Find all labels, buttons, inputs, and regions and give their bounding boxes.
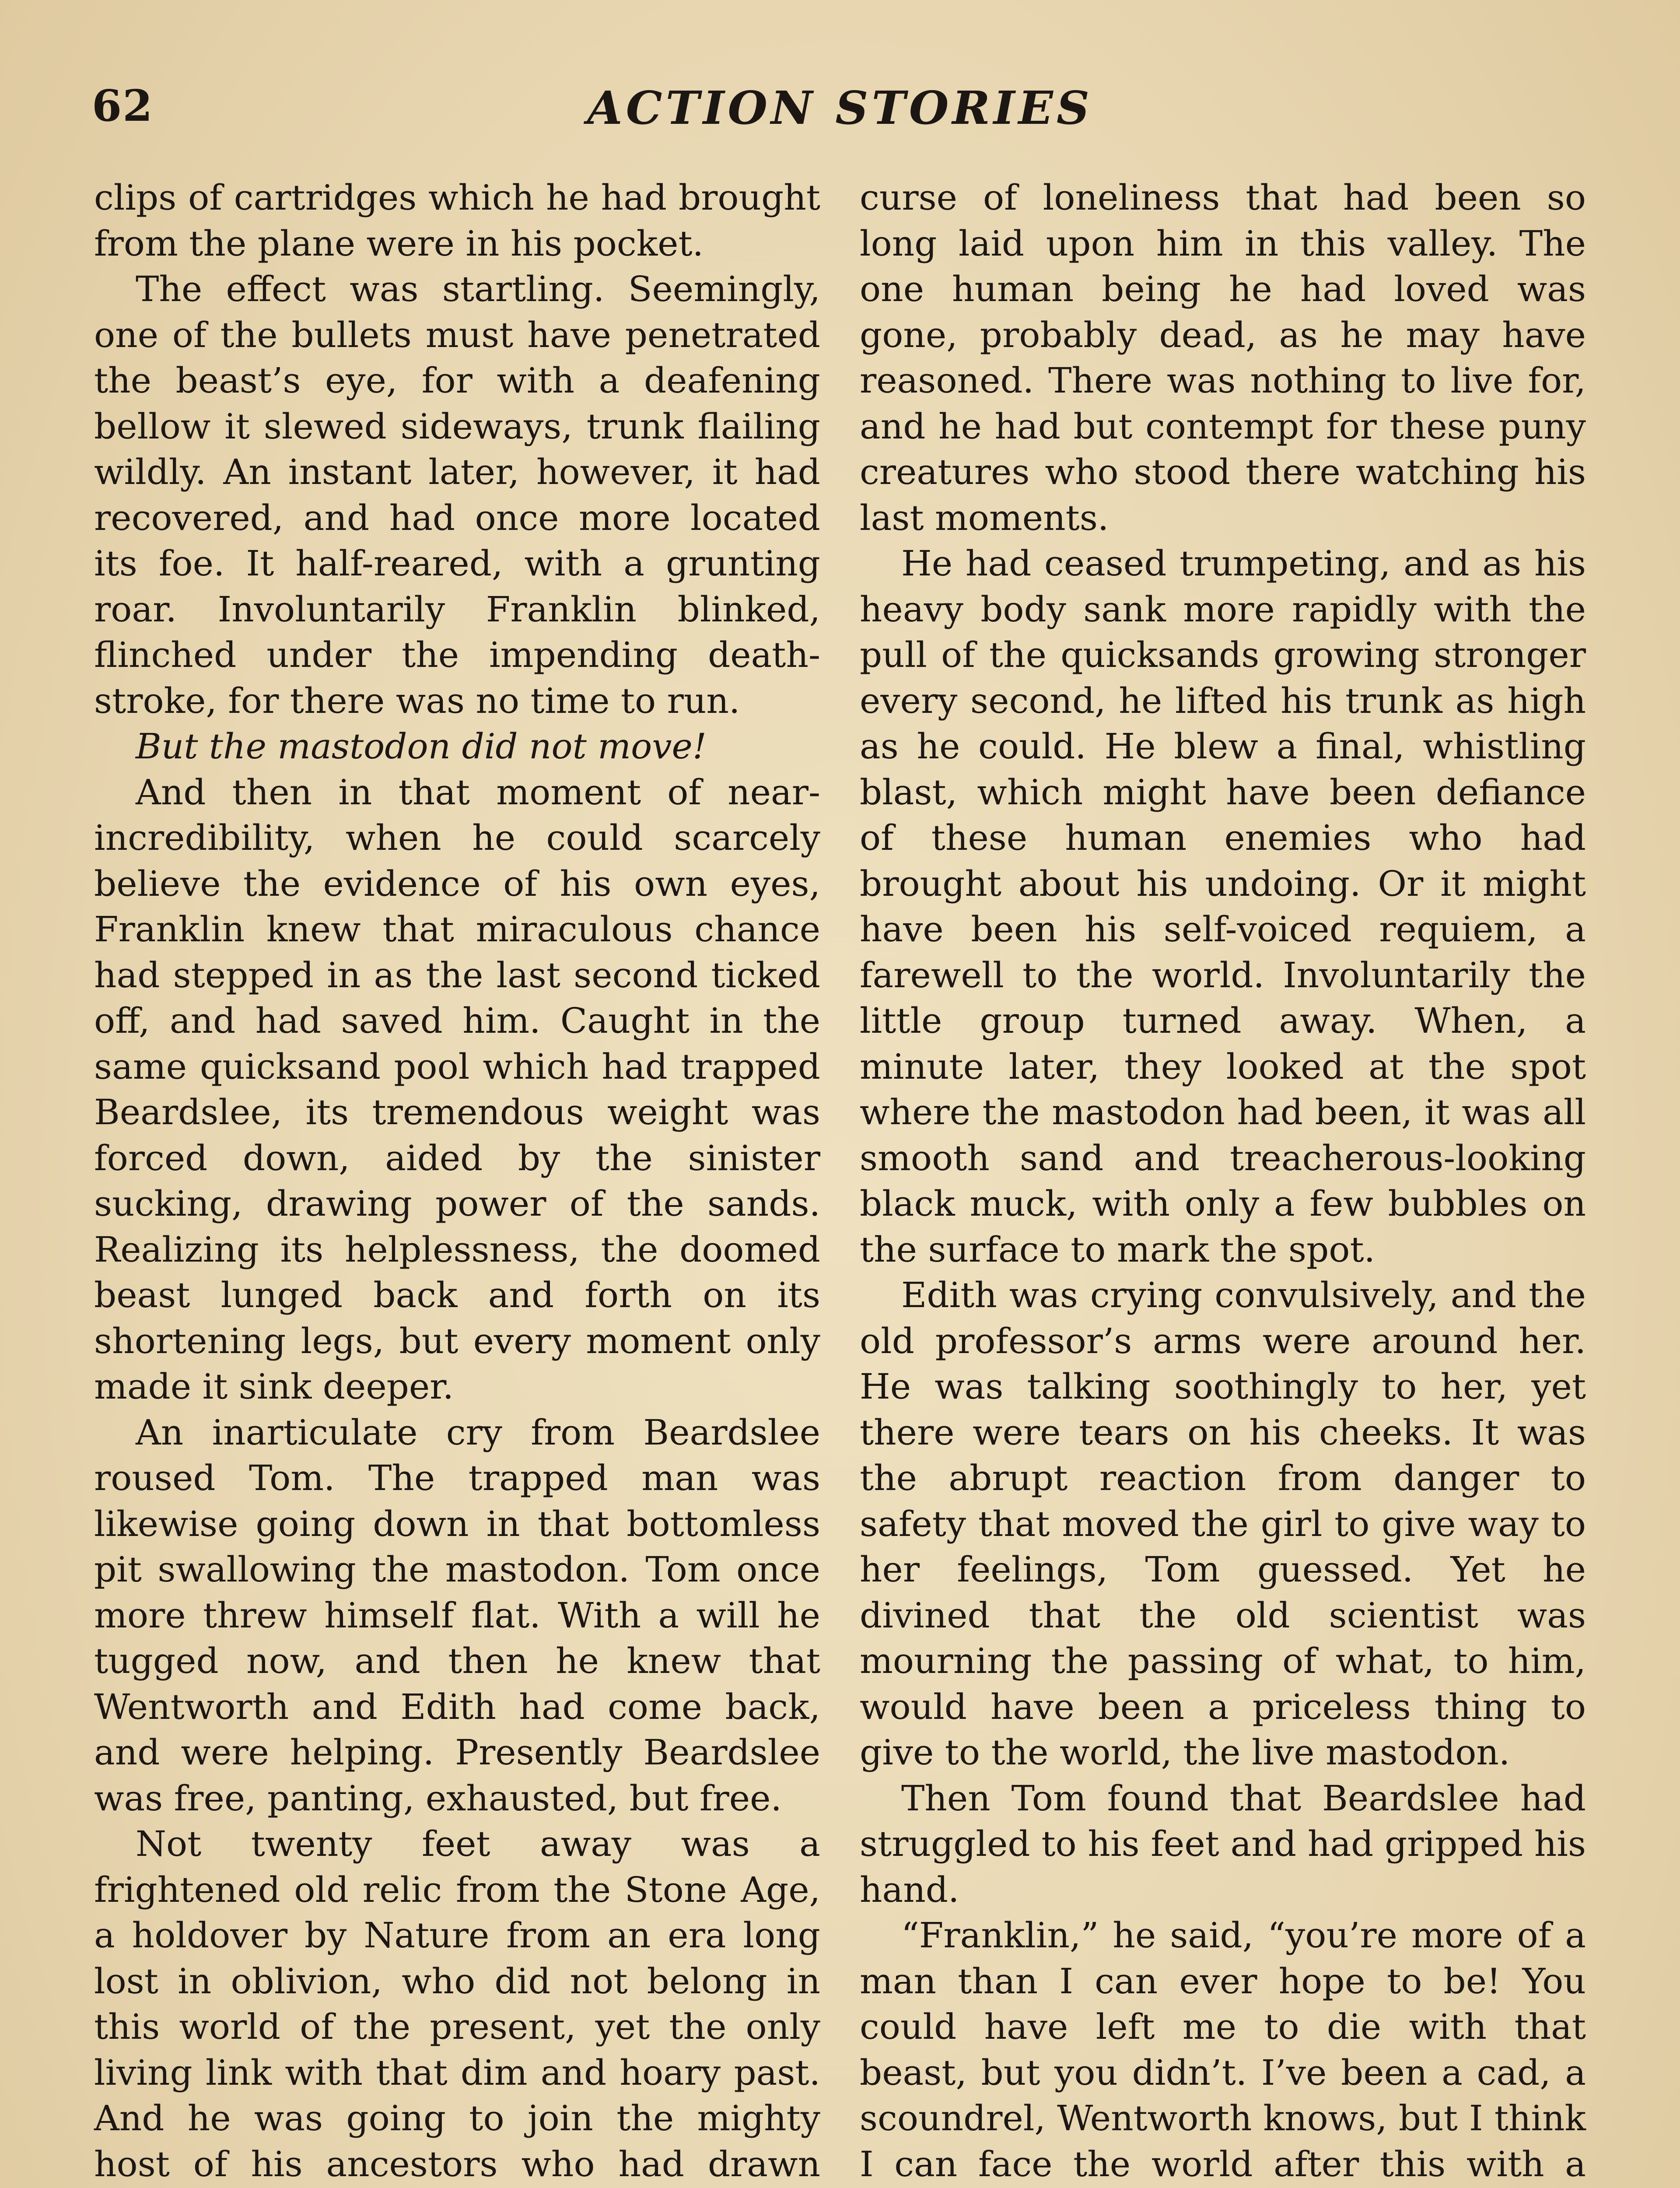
- paragraph: And then in that moment of near-incredibility, when he could scarcely believe the evidence of his own eyes, Franklin knew that miraculous chance had stepped in as the last second ticked off, and had saved him. Caught in the same quicksand pool which had trapped Beardslee, its tremendous weight was forced down, aided by the sinister sucking, drawing power of the sands. Realizing its helplessness, the doomed beast lunged back and forth on its shortening legs, but every moment only made it sink deeper.: [94, 771, 820, 1407]
- paragraph: clips of cartridges which he had brought from the plane were in his pocket.: [94, 177, 820, 264]
- left-column: [94, 175, 820, 2188]
- paragraph: He had ceased trumpeting, and as his heavy body sank more rapidly with the pull of the quicksands growing stronger every second, he lifted his trunk as high as he could. He blew a final, whistling blast, which might have been defiance of these human enemies who had brought about his undoing. Or it might have been his self-voiced requiem, a farewell to the world. Involuntarily the little group turned away. When, a minute later, they looked at the spot where the mastodon had been, it was all smooth sand and treacherous-looking black muck, with only a few bubbles on the surface to mark the spot.: [860, 543, 1586, 1270]
- paragraph: curse of loneliness that had been so long laid upon him in this valley. The one human being he had loved was gone, probably dead, as he may have reasoned. There was nothing to live for, and he had but contempt for these puny creatures who stood there watching his last moments.: [860, 177, 1586, 538]
- italic-paragraph: But the mastodon did not move!: [136, 726, 707, 767]
- paragraph: “Franklin,” he said, “you’re more of a man than I can ever hope to be! You could have left me to die with that beast, but you didn’t. I’ve been a cad, a scoundrel, Wentworth knows, but I think I can face the world after this with a: [860, 1915, 1586, 2184]
- paragraph: An inarticulate cry from Beardslee roused Tom. The trapped man was likewise going down in that bottomless pit swallowing the mastodon. Tom once more threw himself flat. With a will he tugged now, and then he knew that Wentworth and Edith had come back, and were helping. Presently Beardslee was free, panting, exhausted, but free.: [94, 1412, 820, 1819]
- paragraph: Then Tom found that Beardslee had struggled to his feet and had gripped his hand.: [860, 1778, 1586, 1910]
- right-column: [860, 175, 1586, 2188]
- running-title: ACTION STORIES: [587, 81, 1093, 135]
- paragraph: Edith was crying convulsively, and the old professor’s arms were around her. He was talking soothingly to her, yet there were tears on his cheeks. It was the abrupt reaction from danger to safety that moved the girl to give way to her feelings, Tom guessed. Yet he divined that the old scientist was mourning the passing of what, to him, would have been a priceless thing to give to the world, the live mastodon.: [860, 1275, 1586, 1773]
- page-header: [92, 81, 1588, 147]
- paragraph: Not twenty feet away was a frightened old relic from the Stone Age, a holdover by Nature from an era long lost in oblivion, who did not belong in this world of the present, yet the only living link with that dim and hoary past. And he was going to join the mighty host of his ancestors who had drawn: [94, 1823, 820, 2184]
- page-number: 62: [92, 81, 154, 131]
- paragraph: The effect was startling. Seemingly, one of the bullets must have penetrated the beast’s eye, for with a deafening bellow it slewed sideways, trunk flailing wildly. An instant later, however, it had recovered, and had once more located its foe. It half-reared, with a grunting roar. Involuntarily Franklin blinked, flinched under the impending death-stroke, for there was no time to run.: [94, 269, 820, 721]
